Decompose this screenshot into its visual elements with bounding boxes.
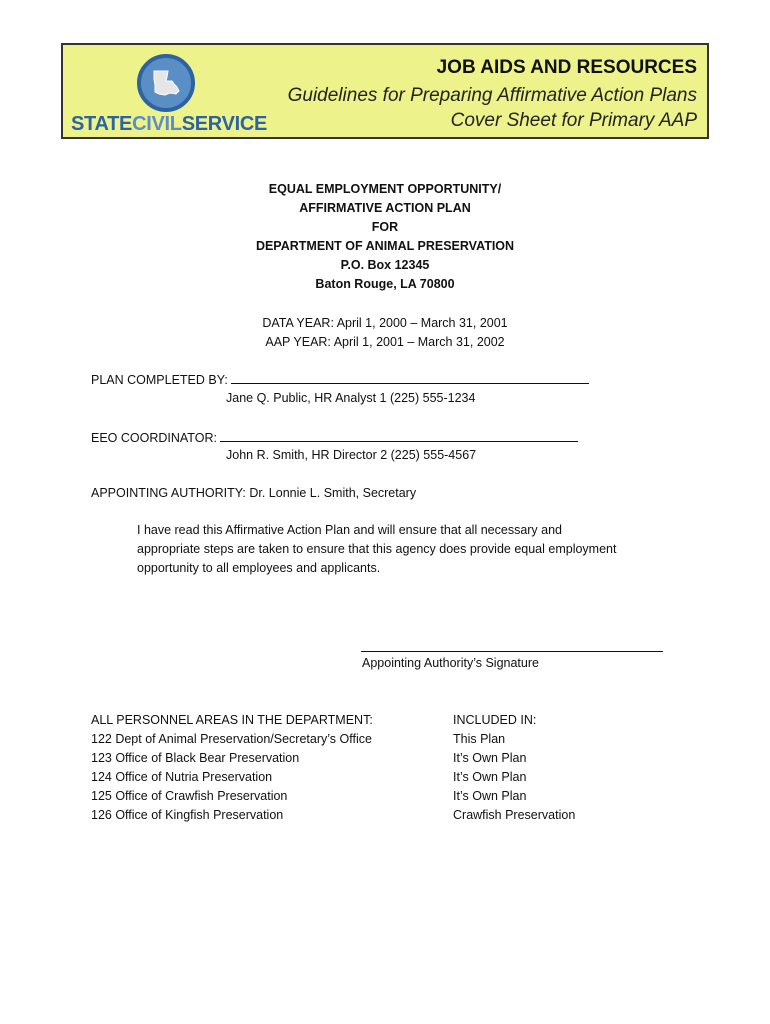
po-box: P.O. Box 12345 [340,258,430,272]
banner-subtitle: Guidelines for Preparing Affirmative Action Plans [287,85,697,106]
certification-statement: I have read this Affirmative Action Plan and will ensure that all necessary and appropriate steps are taken to ensure that this agency does provide equal employment opportunity to all employees and applicants. [137,523,617,575]
personnel-areas-list [91,711,373,825]
plan-heading [0,180,770,294]
list-item: 125 Office of Crawfish Preservation [91,789,288,803]
list-item: 122 Dept of Animal Preservation/Secretary’s Office [91,732,372,746]
state-civil-service-logo [69,51,268,135]
plan-completed-by-row [91,370,589,390]
header-banner [61,43,709,139]
list-item: It’s Own Plan [453,789,527,803]
louisiana-map-icon [137,54,195,112]
aap-year: AAP YEAR: April 1, 2001 – March 31, 2002 [265,335,505,349]
plan-completed-by-line [231,370,589,384]
included-in-list [453,711,575,825]
list-item: This Plan [453,732,506,746]
plan-line: EQUAL EMPLOYMENT OPPORTUNITY/ [268,182,502,196]
plan-line: AFFIRMATIVE ACTION PLAN [299,201,471,215]
department-name: DEPARTMENT OF ANIMAL PRESERVATION [255,239,515,253]
list-item: 124 Office of Nutria Preservation [91,770,273,784]
included-in-header: INCLUDED IN: [453,713,537,727]
personnel-areas-header: ALL PERSONNEL AREAS IN THE DEPARTMENT: [91,713,373,727]
banner-title: JOB AIDS AND RESOURCES [436,57,697,78]
logo-wordmark: STATECIVILSERVICE [71,113,268,135]
plan-completed-by-label: PLAN COMPLETED BY: [91,373,228,387]
plan-years [0,314,770,352]
list-item: It’s Own Plan [453,751,527,765]
signature-label: Appointing Authority’s Signature [362,656,539,670]
data-year: DATA YEAR: April 1, 2000 – March 31, 2001 [262,316,508,330]
plan-completed-by-name: Jane Q. Public, HR Analyst 1 (225) 555-1234 [226,391,476,405]
signature-line [361,651,663,652]
eeo-coordinator-line [220,428,578,442]
banner-subtitle-2: Cover Sheet for Primary AAP [450,110,697,131]
list-item: It’s Own Plan [453,770,527,784]
eeo-coordinator-row [91,428,578,448]
list-item: 126 Office of Kingfish Preservation [91,808,284,822]
list-item: Crawfish Preservation [453,808,576,822]
plan-line: FOR [371,220,399,234]
list-item: 123 Office of Black Bear Preservation [91,751,300,765]
city-state-zip: Baton Rouge, LA 70800 [315,277,455,291]
eeo-coordinator-name: John R. Smith, HR Director 2 (225) 555-4567 [226,448,477,462]
appointing-authority: APPOINTING AUTHORITY: Dr. Lonnie L. Smith, Secretary [91,486,417,500]
eeo-coordinator-label: EEO COORDINATOR: [91,431,217,445]
